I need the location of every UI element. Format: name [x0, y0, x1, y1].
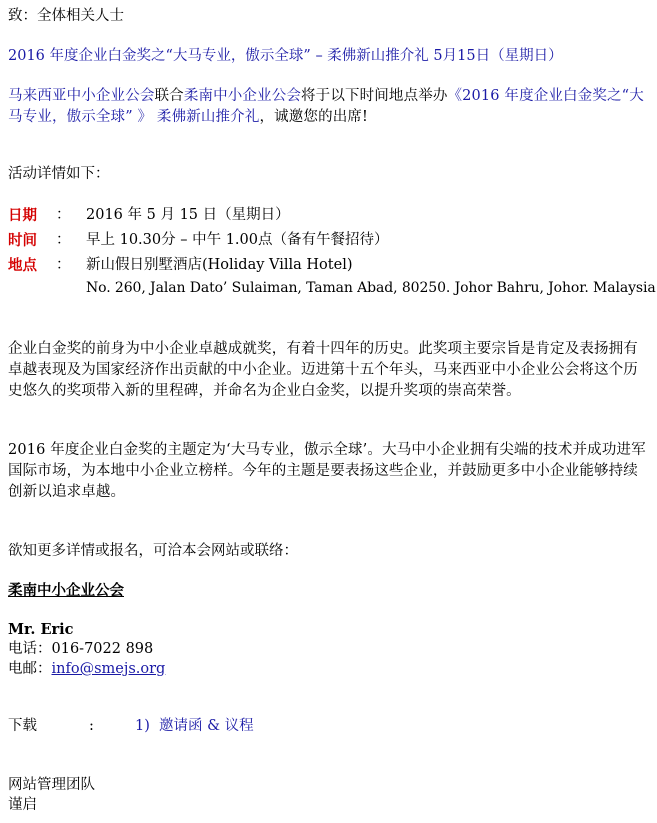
venue-address: No. 260, Jalan Dato’ Sulaiman, Taman Abad, 80250. Johor Bahru, Johor. Malaysia [86, 280, 656, 296]
phone-label: 电话： [8, 641, 52, 657]
date-colon: ： [56, 207, 71, 223]
contact-intro: 欲知更多详情或报名，可洽本会网站或联络： [8, 543, 298, 559]
event-name-link[interactable]: 《2016 年度企业白金奖之“大马专业，傲示全球” 》 柔佛新山推介礼 [8, 88, 644, 125]
event-headline: 2016 年度企业白金奖之“大马专业，傲示全球” – 柔佛新山推介礼 5月15日（星期日） [8, 48, 563, 64]
email-link[interactable]: info@smejs.org [51, 661, 166, 677]
download-row [0, 716, 657, 738]
download-colon: : [89, 718, 94, 734]
details-heading: 活动详情如下： [8, 166, 110, 182]
venue-colon: ： [56, 257, 71, 273]
signature-closing: 谨启 [8, 797, 37, 813]
date-label: 日期 [8, 207, 37, 224]
download-invitation-link[interactable]: 邀请函 & 议程 [159, 718, 254, 734]
theme-paragraph: 2016 年度企业白金奖的主题定为‘大马专业，傲示全球’。大马中小企业拥有尖端的技术并成功进军国际市场，为本地中小企业立榜样。今年的主题是要表扬这些企业，并鼓励更多中小企业能够持续创新以追求卓越。 [8, 442, 646, 500]
download-item-number: 1) [135, 718, 150, 734]
intro-join: 联合 [154, 88, 184, 104]
intro-end: ，诚邀您的出席! [259, 109, 369, 125]
greeting: 致：全体相关人士 [8, 8, 124, 24]
org-smejs-link[interactable]: 柔南中小企业公会 [183, 88, 302, 104]
date-value: 2016 年 5 月 15 日（星期日） [86, 207, 290, 223]
contact-email [8, 659, 165, 680]
history-paragraph: 企业白金奖的前身为中小企业卓越成就奖，有着十四年的历史。此奖项主要宗旨是肯定及表扬拥有卓越表现及为国家经济作出贡献的中小企业。迈进第十五个年头，马来西亚中小企业公会将这个历史悠久的奖项带入新的里程碑，并命名为企业白金奖，以提升奖项的崇高荣誉。 [8, 341, 638, 399]
time-value: 早上 10.30分 – 中午 1.00点（备有午餐招待） [86, 232, 389, 248]
intro-paragraph [8, 86, 648, 128]
contact-phone [8, 639, 153, 660]
time-colon: ： [56, 232, 71, 248]
org-smem-link[interactable]: 马来西亚中小企业公会 [8, 88, 155, 104]
intro-mid: 将于以下时间地点举办 [301, 88, 448, 104]
venue-name: 新山假日别墅酒店(Holiday Villa Hotel) [86, 257, 353, 273]
phone-number: 016-7022 898 [51, 641, 154, 657]
email-label: 电邮： [8, 661, 52, 677]
download-label: 下载 [8, 718, 37, 734]
signature-team: 网站管理团队 [8, 777, 95, 793]
contact-org-name: 柔南中小企业公会 [8, 582, 124, 599]
time-label: 时间 [8, 232, 37, 249]
venue-label: 地点 [8, 257, 37, 274]
contact-person: Mr. Eric [8, 621, 74, 638]
